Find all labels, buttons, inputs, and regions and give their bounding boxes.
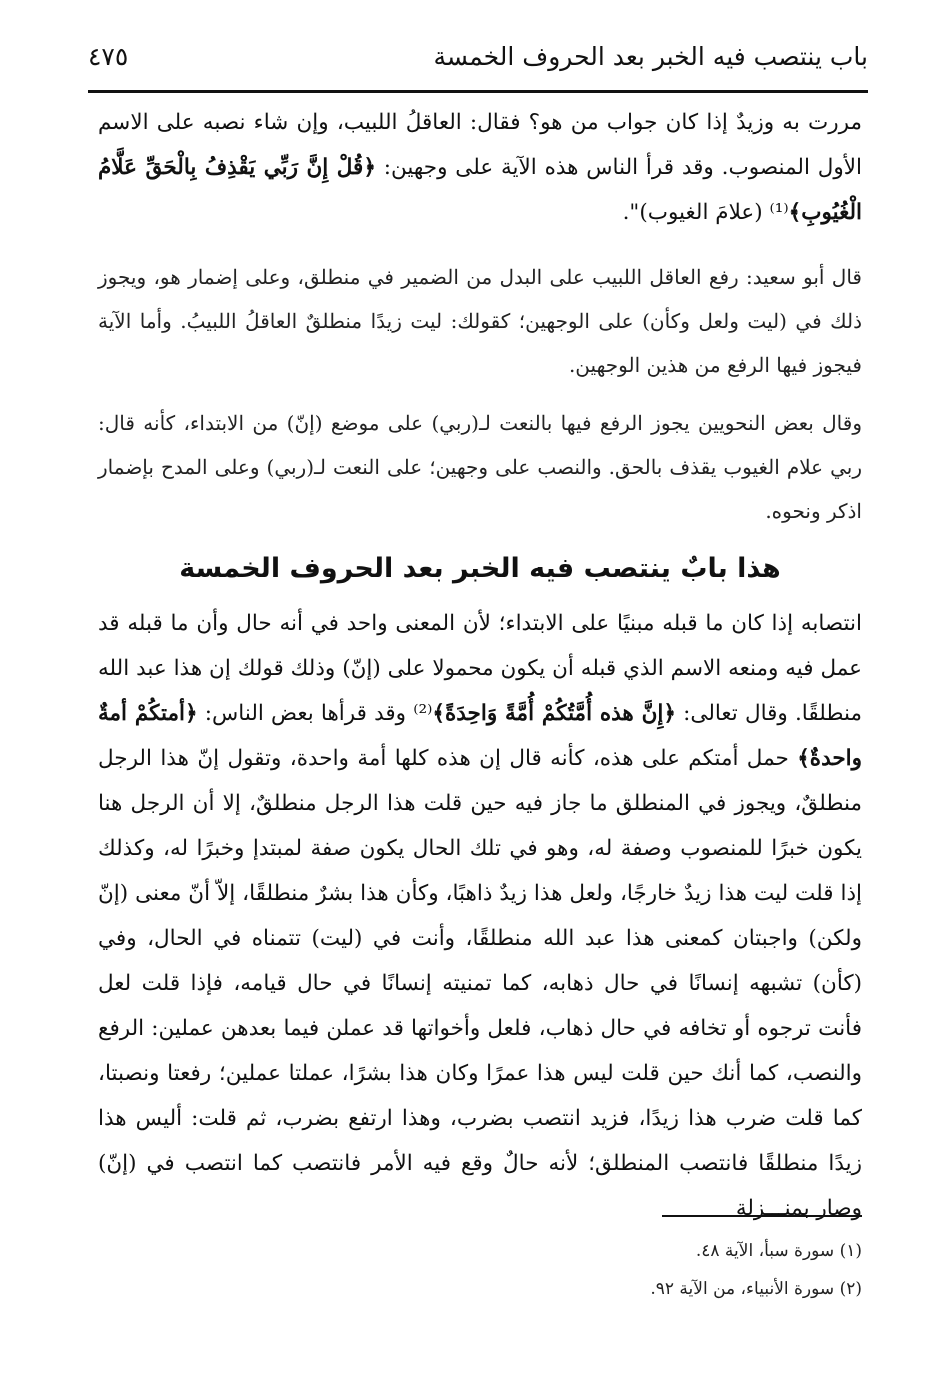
paragraph-2-part-3: حمل أمتكم على هذه، كأنه قال إن هذه كلها أمة واحدة، وتقول إنّ هذا الرجل منطلقٌ، ويجوز في المنطلق ما جاز فيه حين قلت هذا الرجل منطلقٌ، إلا أن الرجل هنا يكون خبرًا للمنصوب وصفة له، وهو في تلك الحال يكون صفة لمبتدإ وخبرًا له، وكذلك إذا قلت ليت هذا زيدٌ خارجًا، ولعل هذا زيدٌ ذاهبًا، وكأن هذا بشرٌ منطلقًا، إلاّ أنّ معنى (إنّ ولكن) واجبتان كمعنى هذا عبد الله منطلقًا، وأنت في (ليت) تتمناه في الحال، وفي (كأن) تشبهه إنسانًا في حال ذهابه، كما تمنيته إنسانًا في حال قيامه، فإذا قلت لعل فأنت ترجوه أو تخافه في حال ذهاب، فلعل وأخواتها قد عملن فيما بعدهن عملين: الرفع والنصب، كما أنك حين قلت ليس هذا عمرًا وكان هذا بشرًا، عملتا عملين؛ رفعتا ونصبتا، كما قلت ضرب هذا زيدًا، فزيد انتصب بضرب، وهذا ارتفع بضرب، ثم قلت: أليس هذا زيدًا منطلقًا فانتصب المنطلق؛ لأنه حالٌ وقع فيه الأمر فانتصب كما انتصب في (إنّ) وصار بمنـــزلة bbox=[98, 746, 862, 1221]
quran-verse-3: ﴿أمتكُمْ أمةٌ واحدةٌ﴾ bbox=[98, 701, 862, 771]
quran-verse-2: ﴿إِنَّ هذه أُمَّتُكُمْ أُمَّةً وَاحِدَةً﴾ bbox=[432, 701, 676, 726]
commentary-1: قال أبو سعيد: رفع العاقل اللبيب على البدل من الضمير في منطلق، وعلى إضمار هو، ويجوز ذلك في (ليت ولعل وكأن) على الوجهين؛ كقولك: ليت زيدًا منطلقٌ العاقلُ اللبيبُ. وأما الآية فيجوز فيها الرفع من هذين الوجهين. bbox=[98, 265, 862, 377]
chapter-heading: هذا بابٌ ينتصب فيه الخبر بعد الحروف الخمسة bbox=[179, 553, 781, 584]
paragraph-2-part-1: انتصابه إذا كان ما قبله مبنيًا على الابتداء؛ لأن المعنى واحد في أنه حال وأن ما قبله قد عمل فيه ومنعه الاسم الذي قبله أن يكون محمولا على (إنّ) وذلك قولك إن هذا عبد الله منطلقًا. وقال تعالى: bbox=[98, 611, 862, 726]
paragraph-1 bbox=[98, 100, 862, 235]
page-body bbox=[98, 100, 862, 1231]
running-title: باب ينتصب فيه الخبر بعد الحروف الخمسة bbox=[433, 42, 868, 71]
footnote-2: (٢) سورة الأنبياء، من الآية ٩٢. bbox=[650, 1279, 862, 1299]
page-number: ٤٧٥ bbox=[88, 42, 129, 71]
footnote-separator bbox=[662, 1215, 862, 1217]
paragraph-1-end: ⁽¹⁾ (علامَ الغيوب)". bbox=[622, 200, 789, 225]
paragraph-2 bbox=[98, 601, 862, 1231]
page-header bbox=[88, 34, 868, 93]
paragraph-1-text: مررت به وزيدٌ إذا كان جواب من هو؟ فقال: العاقلُ اللبيب، وإن شاء نصبه على الاسم الأول المنصوب. وقد قرأ الناس هذه الآية على وجهين: bbox=[98, 110, 862, 180]
footnotes bbox=[98, 1232, 862, 1308]
paragraph-2-part-2: ⁽²⁾ وقد قرأها بعض الناس: bbox=[197, 701, 433, 726]
footnote-1: (١) سورة سبأ، الآية ٤٨. bbox=[695, 1241, 862, 1261]
quran-verse-1: ﴿قُلْ إِنَّ رَبِّي يَقْذِفُ بِالْحَقِّ عَلَّامُ الْغُيُوبِ﴾ bbox=[98, 155, 862, 225]
commentary-2: وقال بعض النحويين يجوز الرفع فيها بالنعت لـ(ربي) على موضع (إنّ) من الابتداء، كأنه قال: ربي علام الغيوب يقذف بالحق. والنصب على وجهين؛ على النعت لـ(ربي) وعلى المدح بإضمار اذكر ونحوه. bbox=[98, 411, 862, 523]
